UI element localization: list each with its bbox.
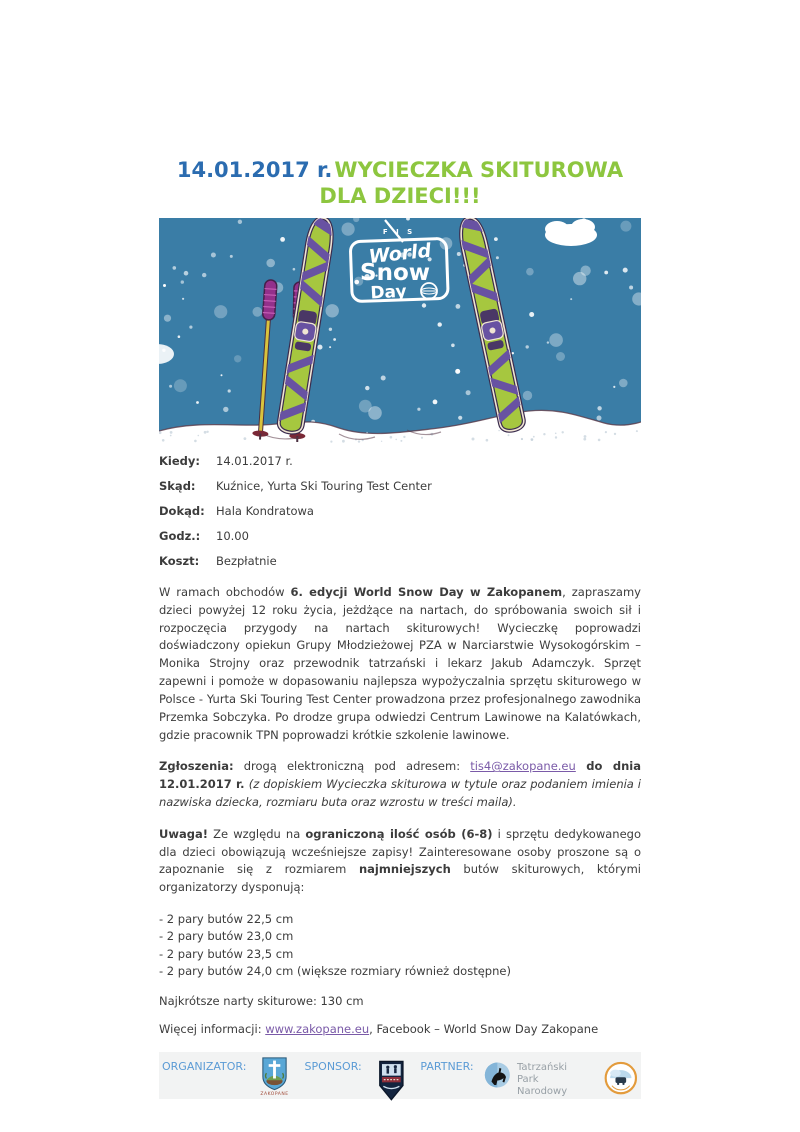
notice-smallest-bold: najmniejszych bbox=[358, 862, 451, 877]
zakopane-crest-icon bbox=[261, 1057, 288, 1091]
partner-label: PARTNER: bbox=[420, 1060, 474, 1073]
list-item: - 2 pary butów 22,5 cm bbox=[159, 912, 294, 926]
signup-deadline: do dnia 12.01.2017 r. bbox=[159, 759, 641, 792]
title-main-line2: DLA DZIECI!!! bbox=[319, 184, 481, 208]
detail-value: 14.01.2017 r. bbox=[216, 454, 293, 468]
signup-text: drogą elektroniczną pod adresem: bbox=[233, 759, 471, 774]
list-item: - 2 pary butów 23,0 cm bbox=[159, 929, 294, 944]
signup-paragraph bbox=[159, 758, 641, 811]
intro-text: , zapraszamy dzieci powyżej 12 roku życia, jeżdżące na nartach, do spróbowania swoich sił i rozpoczęcia przygody na nartach skiturowych! Wycieczkę poprowadzi doświadczony opiekun Grupy Młodzieżowej PZA w Narciarstwie Wysokogórskim – Monika Strojny oraz przewodnik tatrzański i lekarz Jakub Adamczyk. Sprzęt zapewni i pomoże w dopasowaniu najlepsza wypożyczalnia sprzętu skiturowego w Polsce - Yurta Ski Touring Test Center prowadzona przez profesjonalnego zawodnika Przemka Sobczyka. Po drodze grupa odwiedzi Centrum Lawinowe na Kalatówkach, gdzie pracownik TPN poprowadzi krótkie szkolenie lawinowe. bbox=[159, 585, 641, 742]
title-date: 14.01.2017 r. bbox=[176, 158, 333, 182]
detail-value: Kuźnice, Yurta Ski Touring Test Center bbox=[216, 479, 432, 493]
signup-note-italic: (z dopiskiem Wycieczka skiturowa w tytule oraz podaniem imienia i nazwiska dziecka, rozmiaru buta oraz wzrostu w treści maila). bbox=[159, 777, 641, 809]
tpn-chamois-icon bbox=[484, 1057, 512, 1093]
tpn-name-line1: Tatrzański bbox=[516, 1062, 568, 1073]
footer-band bbox=[159, 1052, 641, 1099]
event-details bbox=[159, 452, 641, 570]
detail-row-to bbox=[159, 502, 641, 520]
sponsor-label: SPONSOR: bbox=[304, 1060, 362, 1073]
flyer-page bbox=[159, 0, 641, 1099]
detail-value: 10.00 bbox=[216, 529, 249, 543]
logo-word-day: Day bbox=[369, 281, 408, 304]
logo-word-world: World bbox=[367, 239, 433, 269]
list-item: - 2 pary butów 24,0 cm (większe rozmiary również dostępne) bbox=[159, 963, 511, 978]
notice-limit-bold: ograniczoną ilość osób (6-8) bbox=[305, 826, 493, 841]
snow-scene bbox=[159, 218, 641, 444]
detail-row-when bbox=[159, 452, 641, 470]
event-illustration bbox=[159, 218, 641, 444]
intro-paragraph bbox=[159, 584, 641, 744]
detail-value: Hala Kondratowa bbox=[216, 504, 314, 518]
more-info-line bbox=[159, 1022, 641, 1036]
intro-bold-edition: 6. edycji World Snow Day w Zakopanem bbox=[290, 585, 563, 599]
website-link[interactable]: www.zakopane.eu bbox=[265, 1022, 370, 1036]
detail-label: Godz.: bbox=[159, 529, 201, 543]
detail-label: Kiedy: bbox=[159, 454, 200, 468]
notice-text: butów skiturowych, którymi organizatorzy dysponują: bbox=[159, 862, 642, 895]
tpn-name bbox=[517, 1062, 583, 1098]
detail-row-from bbox=[159, 477, 641, 495]
email-link[interactable]: tis4@zakopane.eu bbox=[470, 759, 576, 774]
more-info-text: , Facebook – World Snow Day Zakopane bbox=[369, 1022, 599, 1036]
tpn-logo bbox=[484, 1057, 584, 1098]
notice-text: Ze względu na bbox=[207, 826, 306, 841]
sponsor-shield-icon bbox=[378, 1057, 405, 1105]
intro-text: W ramach obchodów bbox=[159, 585, 291, 599]
signup-label: Zgłoszenia: bbox=[159, 759, 234, 774]
zakopane-logo bbox=[260, 1057, 288, 1097]
notice-paragraph bbox=[159, 826, 641, 897]
boot-sizes-list bbox=[159, 911, 641, 980]
logo-word-snow: Snow bbox=[360, 260, 430, 286]
detail-row-cost bbox=[159, 552, 641, 570]
detail-value: Bezpłatnie bbox=[216, 554, 277, 568]
tpn-name-line2: Park Narodowy bbox=[516, 1074, 568, 1097]
detail-label: Skąd: bbox=[159, 479, 196, 493]
zakopane-caption: ZAKOPANE bbox=[260, 1092, 289, 1097]
notice-text: i sprzętu dedykowanego dla dzieci obowiązują wcześniejsze zapisy! Zainteresowane osoby proszone są o zapoznanie się z rozmiarem bbox=[159, 826, 641, 877]
title-main-line1: WYCIECZKA SKITUROWA bbox=[334, 158, 624, 182]
fis-logo-text: F I S bbox=[382, 228, 416, 236]
partner-badge-icon bbox=[603, 1057, 639, 1101]
organizer-label: ORGANIZATOR: bbox=[162, 1060, 247, 1073]
list-item: - 2 pary butów 23,5 cm bbox=[159, 946, 294, 961]
detail-row-hour bbox=[159, 527, 641, 545]
page-title bbox=[159, 157, 641, 209]
detail-label: Koszt: bbox=[159, 554, 200, 568]
detail-label: Dokąd: bbox=[159, 504, 205, 518]
notice-warning: Uwaga! bbox=[159, 826, 208, 841]
ski-length-note: Najkrótsze narty skiturowe: 130 cm bbox=[159, 994, 364, 1008]
more-info-text: Więcej informacji: bbox=[159, 1022, 266, 1036]
